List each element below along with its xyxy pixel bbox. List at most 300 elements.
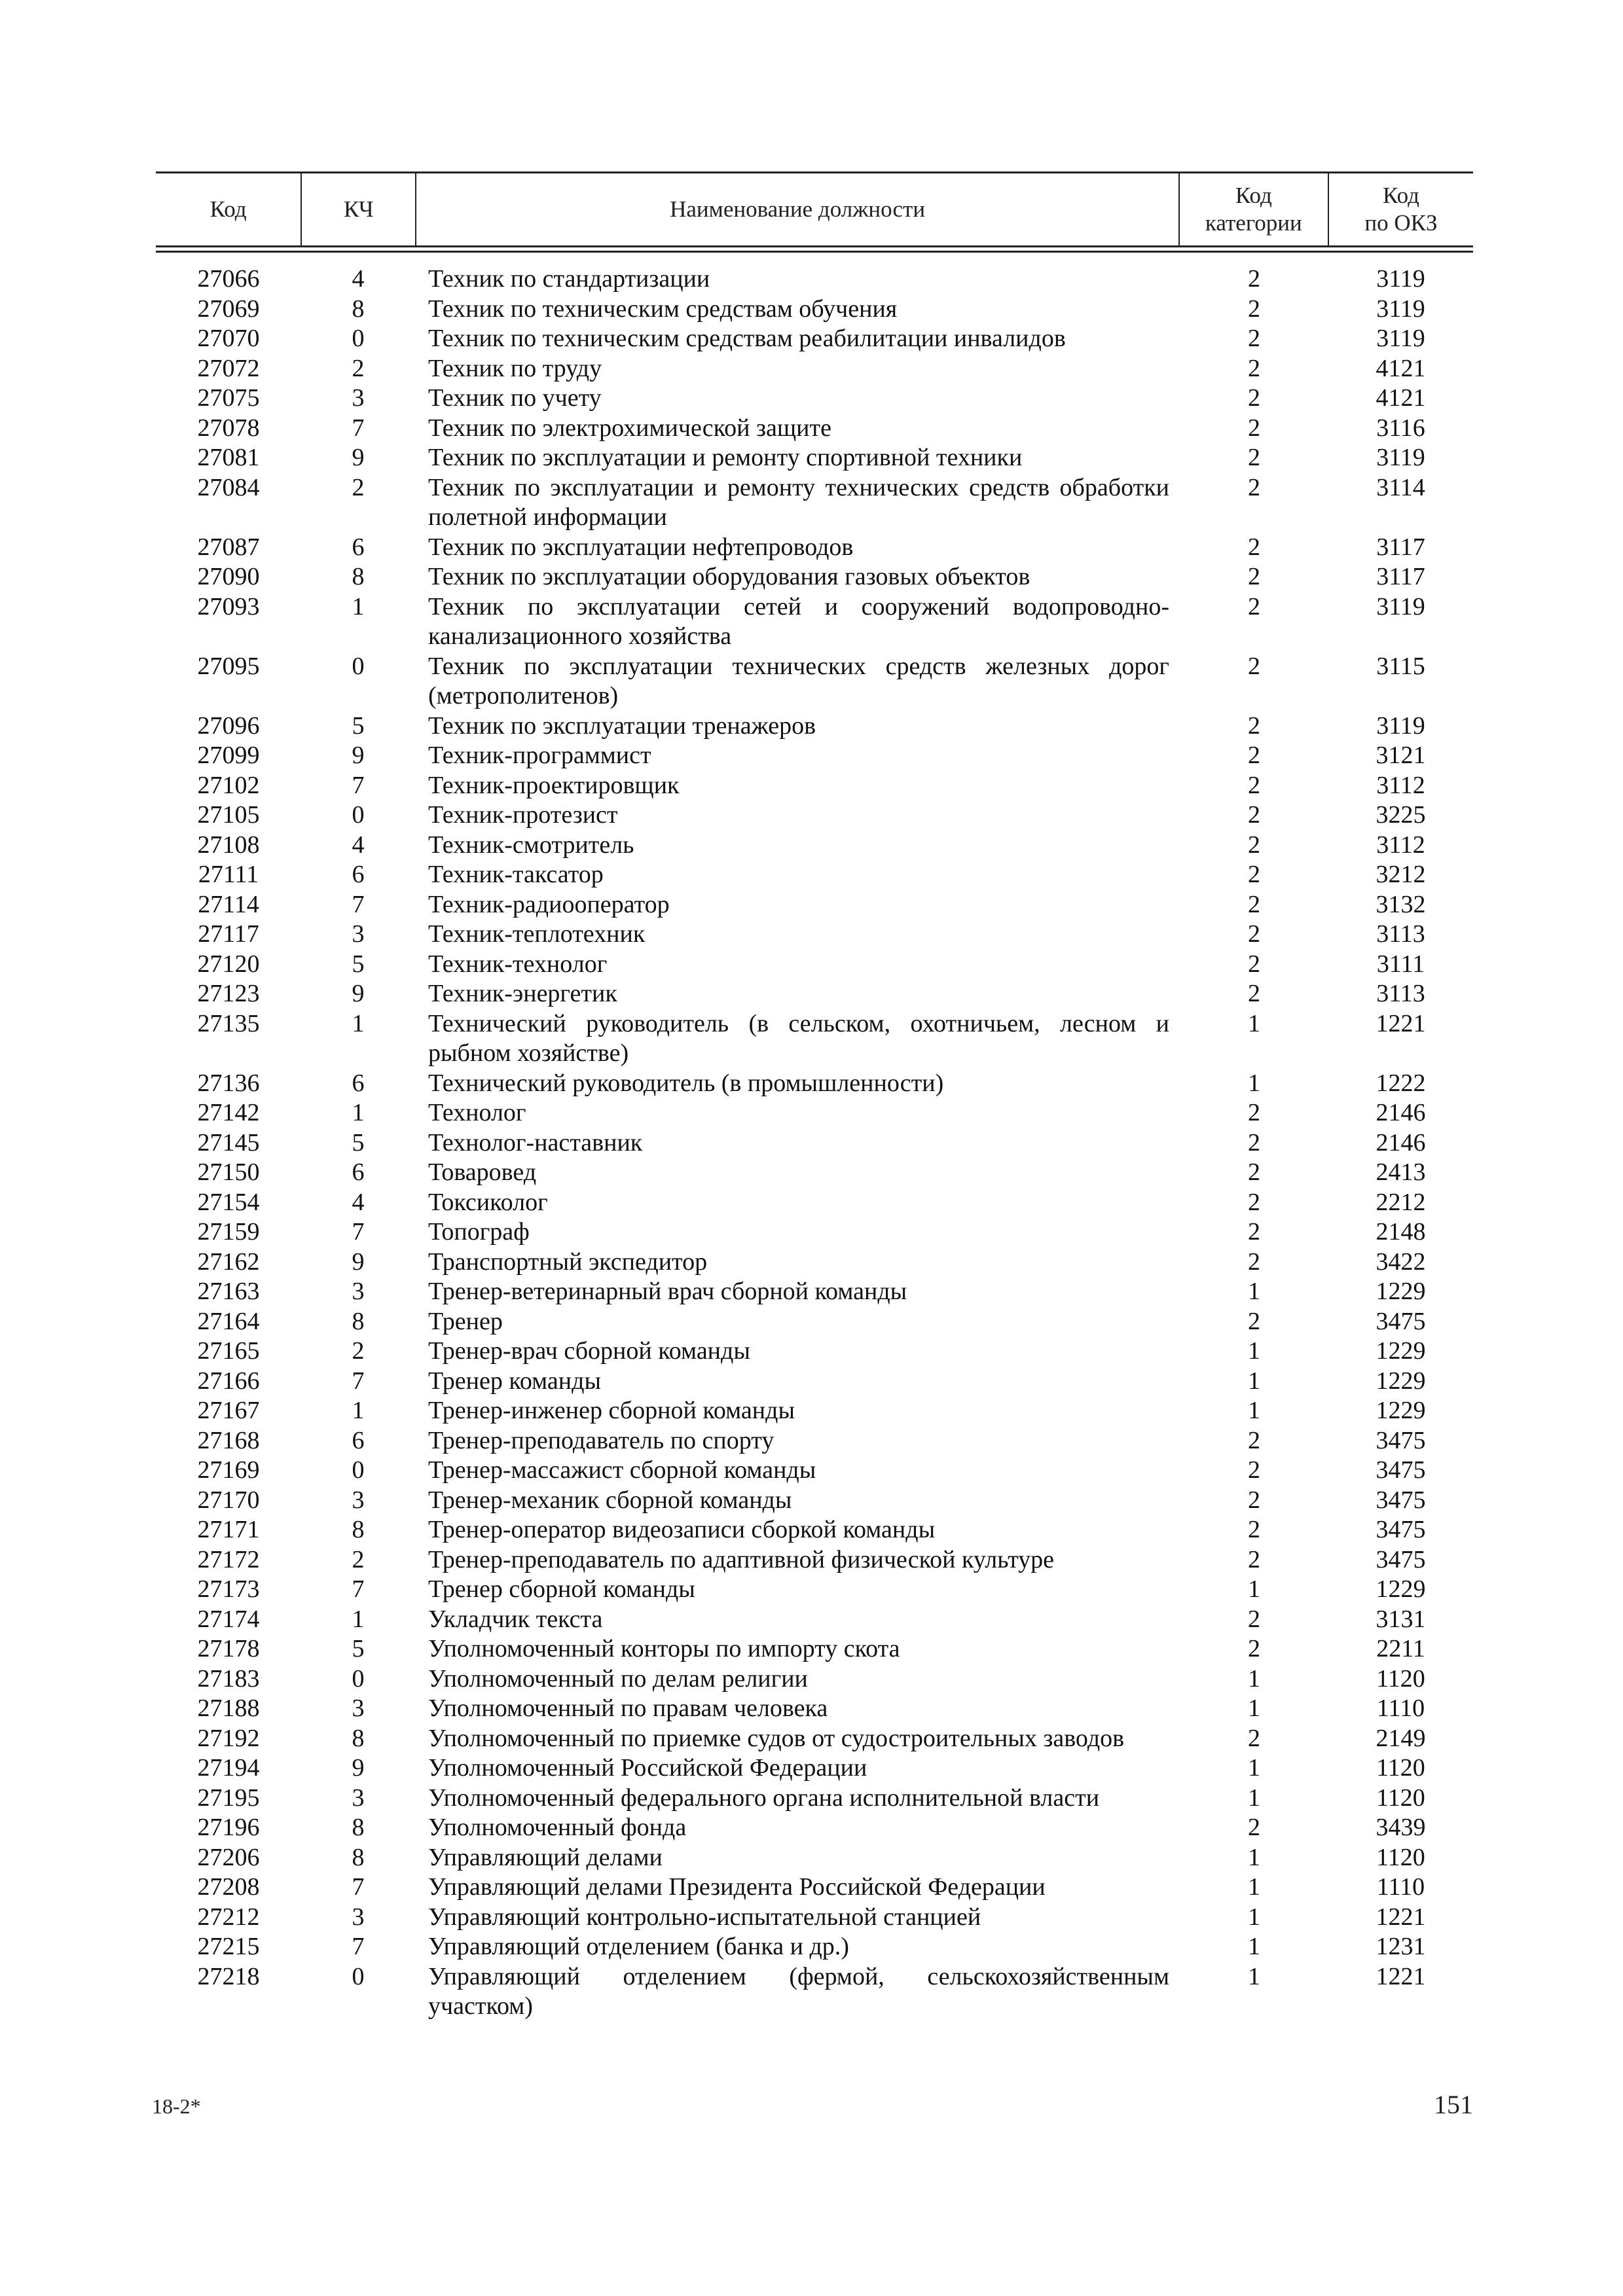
row-name: Техник-протезист [428, 801, 618, 829]
header-category-line1: Код [1235, 183, 1272, 208]
row-okz: 3113 [1376, 920, 1425, 948]
row-category: 1 [1248, 1754, 1260, 1782]
row-name: Уполномоченный конторы по импорту скота [428, 1635, 900, 1662]
row-name: Техник-таксатор [428, 861, 604, 888]
row-name: Техник по эксплуатации тренажеров [428, 711, 816, 740]
table-row [156, 295, 1473, 325]
row-name: Управляющий делами Президента Российской Федерации [428, 1873, 1046, 1901]
row-kch: 1 [352, 1099, 365, 1126]
row-name: Техник-энергетик [428, 980, 617, 1007]
header-okz [1329, 173, 1473, 245]
row-code: 27078 [197, 414, 260, 442]
table-row [156, 443, 1473, 473]
row-okz: 1120 [1376, 1754, 1425, 1782]
row-code: 27169 [197, 1456, 260, 1484]
row-category: 1 [1248, 1278, 1260, 1305]
row-kch: 3 [352, 384, 365, 412]
row-category: 2 [1248, 1128, 1260, 1157]
row-code: 27090 [197, 563, 260, 590]
page-number: 151 [1434, 2090, 1473, 2119]
row-category: 2 [1248, 920, 1260, 948]
row-code: 27172 [197, 1545, 260, 1573]
header-category [1180, 173, 1329, 245]
table-row [156, 1873, 1473, 1903]
row-category: 1 [1248, 1664, 1260, 1693]
table-row [156, 831, 1473, 861]
row-kch: 3 [352, 1903, 365, 1931]
row-category: 2 [1248, 1486, 1260, 1514]
row-okz: 4121 [1376, 384, 1426, 412]
row-okz: 1229 [1376, 1397, 1426, 1424]
table-row [156, 264, 1473, 295]
row-name: Уполномоченный по приемке судов от судостроительных заводов [428, 1724, 1125, 1752]
row-code: 27218 [197, 1962, 260, 1990]
table-row [156, 1545, 1473, 1575]
row-category: 2 [1248, 1545, 1260, 1573]
table-row [156, 1396, 1473, 1426]
row-kch: 4 [352, 1188, 365, 1216]
row-name: Техник по техническим средствам обучения [428, 295, 898, 323]
row-category: 2 [1248, 473, 1260, 501]
row-name: Топограф [428, 1218, 530, 1246]
table-header [156, 171, 1473, 245]
row-kch: 9 [352, 980, 365, 1007]
row-okz: 2146 [1376, 1099, 1426, 1126]
table-row [156, 1962, 1473, 2022]
row-okz: 1110 [1376, 1873, 1425, 1901]
row-category: 1 [1248, 1843, 1260, 1871]
row-code: 27117 [198, 920, 259, 948]
row-code: 27102 [197, 771, 260, 799]
row-code: 27111 [198, 861, 259, 888]
row-okz: 1229 [1376, 1575, 1426, 1603]
row-okz: 1120 [1376, 1784, 1425, 1812]
row-kch: 7 [352, 890, 365, 918]
row-code: 27066 [197, 265, 260, 293]
row-kch: 1 [352, 592, 365, 620]
row-kch: 7 [352, 414, 365, 442]
row-name: Техник по эксплуатации нефтепроводов [428, 533, 854, 561]
row-kch: 1 [352, 1397, 365, 1424]
row-code: 27159 [197, 1218, 260, 1246]
row-category: 2 [1248, 1814, 1260, 1841]
row-okz: 3475 [1376, 1456, 1426, 1484]
row-name: Техник по учету [428, 384, 602, 412]
row-name: Уполномоченный фонда [428, 1814, 687, 1841]
row-kch: 0 [352, 652, 365, 680]
table-body [156, 264, 1473, 2022]
row-code: 27145 [197, 1128, 260, 1157]
row-code: 27108 [197, 831, 260, 859]
row-category: 2 [1248, 742, 1260, 769]
table-row [156, 473, 1473, 533]
row-code: 27188 [197, 1695, 260, 1722]
row-name: Технический руководитель (в промышленности) [428, 1069, 944, 1097]
row-code: 27194 [197, 1754, 260, 1782]
table-row [156, 711, 1473, 742]
table-row [156, 741, 1473, 771]
header-okz-line1: Код [1382, 183, 1419, 208]
row-name: Техник по эксплуатации и ремонту спортивной техники [428, 444, 1023, 471]
footer-signature: 18-2* [152, 2094, 201, 2118]
header-rule [156, 245, 1473, 247]
row-kch: 7 [352, 1218, 365, 1246]
row-kch: 8 [352, 1724, 365, 1752]
row-kch: 6 [352, 1158, 365, 1186]
row-okz: 3439 [1376, 1814, 1426, 1841]
row-okz: 2149 [1376, 1724, 1426, 1752]
row-okz: 1221 [1376, 1962, 1426, 1990]
row-okz: 3113 [1376, 980, 1425, 1007]
row-code: 27206 [197, 1843, 260, 1871]
row-okz: 2146 [1376, 1128, 1426, 1157]
row-kch: 2 [352, 354, 365, 382]
row-code: 27142 [197, 1099, 260, 1126]
row-code: 27173 [197, 1575, 260, 1603]
header-category-line2: категории [1205, 210, 1302, 236]
row-category: 2 [1248, 592, 1260, 620]
table-row [156, 1784, 1473, 1814]
row-kch: 6 [352, 1069, 365, 1097]
row-code: 27120 [197, 950, 260, 978]
table-row [156, 354, 1473, 384]
row-name: Управляющий контрольно-испытательной станцией [428, 1903, 981, 1931]
row-category: 1 [1248, 1397, 1260, 1424]
row-kch: 6 [352, 533, 365, 561]
row-code: 27208 [197, 1873, 260, 1901]
table-row [156, 1367, 1473, 1397]
row-okz: 1229 [1376, 1278, 1426, 1305]
row-name: Управляющий отделением (фермой, сельскохозяйственным участком) [428, 1962, 1169, 2020]
row-code: 27099 [197, 742, 260, 769]
header-rule-double [156, 251, 1473, 253]
row-okz: 2212 [1376, 1188, 1426, 1216]
table-row [156, 1515, 1473, 1545]
row-category: 1 [1248, 1962, 1260, 1990]
row-okz: 1110 [1376, 1695, 1425, 1722]
row-name: Управляющий делами [428, 1843, 663, 1871]
row-name: Тренер-оператор видеозаписи сборкой команды [428, 1516, 936, 1543]
row-category: 1 [1248, 1784, 1260, 1812]
table-row [156, 652, 1473, 711]
table-row [156, 1188, 1473, 1218]
row-name: Уполномоченный по правам человека [428, 1695, 828, 1722]
row-category: 2 [1248, 1426, 1260, 1454]
row-kch: 5 [352, 950, 365, 978]
row-category: 2 [1248, 890, 1260, 918]
table-row [156, 562, 1473, 592]
row-name: Тренер-врач сборной команды [428, 1337, 750, 1365]
row-code: 27178 [197, 1635, 260, 1662]
row-okz: 3475 [1376, 1516, 1426, 1543]
row-kch: 4 [352, 831, 365, 859]
row-code: 27135 [197, 1009, 260, 1037]
row-okz: 1120 [1376, 1843, 1425, 1871]
row-code: 27081 [197, 444, 260, 471]
row-code: 27215 [197, 1933, 260, 1960]
row-okz: 3111 [1376, 950, 1425, 978]
row-kch: 7 [352, 1933, 365, 1960]
row-okz: 2211 [1376, 1635, 1425, 1662]
row-okz: 4121 [1376, 354, 1426, 382]
row-okz: 3225 [1376, 801, 1426, 829]
row-name: Технолог [428, 1099, 526, 1126]
row-kch: 5 [352, 1635, 365, 1662]
table-row [156, 950, 1473, 980]
row-category: 2 [1248, 1456, 1260, 1484]
row-category: 2 [1248, 1218, 1260, 1246]
row-kch: 0 [352, 1664, 365, 1693]
row-category: 2 [1248, 563, 1260, 590]
row-name: Тренер-инженер сборной команды [428, 1397, 795, 1424]
row-kch: 6 [352, 861, 365, 888]
row-okz: 1229 [1376, 1367, 1426, 1395]
table-row [156, 1456, 1473, 1486]
row-kch: 8 [352, 563, 365, 590]
row-category: 2 [1248, 1635, 1260, 1662]
row-code: 27171 [197, 1516, 260, 1543]
row-name: Тренер сборной команды [428, 1575, 695, 1603]
table-row [156, 1634, 1473, 1664]
row-name: Техник-технолог [428, 950, 608, 978]
row-name: Технолог-наставник [428, 1128, 643, 1157]
table-row [156, 324, 1473, 354]
row-okz: 3119 [1376, 711, 1425, 740]
row-kch: 9 [352, 742, 365, 769]
row-name: Техник-радиооператор [428, 890, 670, 918]
table-row [156, 1694, 1473, 1724]
row-name: Тренер-массажист сборной команды [428, 1456, 816, 1484]
table-row [156, 1336, 1473, 1367]
row-kch: 3 [352, 1278, 365, 1305]
row-kch: 9 [352, 1754, 365, 1782]
row-category: 2 [1248, 1307, 1260, 1335]
row-name: Управляющий отделением (банка и др.) [428, 1933, 849, 1960]
row-category: 2 [1248, 1158, 1260, 1186]
table-row [156, 920, 1473, 950]
row-category: 1 [1248, 1069, 1260, 1097]
row-name: Товаровед [428, 1158, 537, 1186]
row-okz: 1221 [1376, 1009, 1426, 1037]
row-okz: 3422 [1376, 1247, 1426, 1276]
row-category: 1 [1248, 1009, 1260, 1037]
row-kch: 8 [352, 1307, 365, 1335]
row-kch: 8 [352, 1516, 365, 1543]
table-row [156, 1247, 1473, 1278]
row-kch: 3 [352, 1784, 365, 1812]
row-name: Уполномоченный федерального органа исполнительной власти [428, 1784, 1100, 1812]
table-row [156, 1426, 1473, 1456]
row-category: 2 [1248, 861, 1260, 888]
row-name: Токсиколог [428, 1188, 548, 1216]
row-name: Техник-теплотехник [428, 920, 646, 948]
header-okz-line2: по ОКЗ [1364, 210, 1438, 236]
row-kch: 0 [352, 801, 365, 829]
row-okz: 2148 [1376, 1218, 1426, 1246]
row-name: Транспортный экспедитор [428, 1247, 708, 1276]
row-okz: 3475 [1376, 1545, 1426, 1573]
table-row [156, 860, 1473, 890]
row-name: Тренер [428, 1307, 503, 1335]
row-kch: 0 [352, 1962, 365, 1990]
row-code: 27114 [198, 890, 259, 918]
table-row [156, 1217, 1473, 1247]
row-okz: 3132 [1376, 890, 1426, 918]
row-category: 2 [1248, 1516, 1260, 1543]
row-okz: 1120 [1376, 1664, 1425, 1693]
row-category: 1 [1248, 1933, 1260, 1960]
header-code: Код [156, 173, 302, 245]
row-kch: 8 [352, 1814, 365, 1841]
row-code: 27084 [197, 473, 260, 501]
table-row [156, 1813, 1473, 1843]
row-category: 2 [1248, 384, 1260, 412]
row-name: Техник по эксплуатации технических средств железных дорог (метрополитенов) [428, 652, 1169, 709]
table-row [156, 979, 1473, 1009]
table-row [156, 1932, 1473, 1962]
row-okz: 3119 [1376, 295, 1425, 323]
row-category: 2 [1248, 533, 1260, 561]
row-name: Технический руководитель (в сельском, охотничьем, лесном и рыбном хозяйстве) [428, 1009, 1169, 1067]
row-kch: 0 [352, 1456, 365, 1484]
row-code: 27170 [197, 1486, 260, 1514]
row-kch: 3 [352, 920, 365, 948]
row-name: Уполномоченный Российской Федерации [428, 1754, 867, 1782]
header-name: Наименование должности [416, 173, 1179, 245]
row-okz: 3475 [1376, 1426, 1426, 1454]
row-name: Укладчик текста [428, 1605, 603, 1633]
row-okz: 3112 [1376, 831, 1425, 859]
table-row [156, 1277, 1473, 1307]
row-name: Техник по эксплуатации и ремонту технических средств обработки полетной информации [428, 473, 1169, 531]
row-code: 27136 [197, 1069, 260, 1097]
row-okz: 3114 [1376, 473, 1425, 501]
row-okz: 3115 [1376, 652, 1425, 680]
row-code: 27070 [197, 325, 260, 352]
table-row [156, 1575, 1473, 1605]
row-category: 2 [1248, 801, 1260, 829]
row-category: 2 [1248, 295, 1260, 323]
row-okz: 3116 [1376, 414, 1425, 442]
row-category: 2 [1248, 950, 1260, 978]
header-kch: КЧ [302, 173, 416, 245]
row-code: 27168 [197, 1426, 260, 1454]
row-okz: 1221 [1376, 1903, 1426, 1931]
table-row [156, 1098, 1473, 1128]
row-code: 27096 [197, 711, 260, 740]
row-kch: 1 [352, 1009, 365, 1037]
row-kch: 7 [352, 771, 365, 799]
row-code: 27165 [197, 1337, 260, 1365]
row-category: 2 [1248, 354, 1260, 382]
row-kch: 6 [352, 1426, 365, 1454]
table-row [156, 533, 1473, 563]
row-code: 27174 [197, 1605, 260, 1633]
row-kch: 8 [352, 1843, 365, 1871]
row-code: 27167 [197, 1397, 260, 1424]
table-row [156, 1843, 1473, 1873]
row-name: Техник-смотритель [428, 831, 634, 859]
row-code: 27105 [197, 801, 260, 829]
row-name: Тренер-ветеринарный врач сборной команды [428, 1278, 907, 1305]
row-category: 2 [1248, 1099, 1260, 1126]
table-row [156, 1128, 1473, 1158]
row-name: Техник по труду [428, 354, 602, 382]
row-okz: 3112 [1376, 771, 1425, 799]
row-name: Техник по электрохимической защите [428, 414, 831, 442]
table-row [156, 1724, 1473, 1754]
row-okz: 1222 [1376, 1069, 1426, 1097]
row-code: 27212 [197, 1903, 260, 1931]
table-row [156, 1009, 1473, 1069]
row-code: 27192 [197, 1724, 260, 1752]
table-row [156, 1753, 1473, 1784]
table-row [156, 414, 1473, 444]
row-code: 27095 [197, 652, 260, 680]
row-code: 27196 [197, 1814, 260, 1841]
row-name: Техник по эксплуатации сетей и сооружений водопроводно-канализационного хозяйства [428, 592, 1169, 650]
row-category: 1 [1248, 1575, 1260, 1603]
row-okz: 3119 [1376, 444, 1425, 471]
row-category: 2 [1248, 265, 1260, 293]
row-name: Тренер-механик сборной команды [428, 1486, 792, 1514]
row-kch: 8 [352, 295, 365, 323]
row-category: 2 [1248, 1605, 1260, 1633]
row-name: Тренер-преподаватель по спорту [428, 1426, 775, 1454]
row-okz: 3119 [1376, 592, 1425, 620]
table-row [156, 592, 1473, 652]
row-category: 2 [1248, 711, 1260, 740]
row-code: 27183 [197, 1664, 260, 1693]
row-name: Техник по эксплуатации оборудования газовых объектов [428, 563, 1030, 590]
row-category: 2 [1248, 444, 1260, 471]
row-category: 2 [1248, 1724, 1260, 1752]
row-kch: 1 [352, 1605, 365, 1633]
row-category: 2 [1248, 325, 1260, 352]
table-row [156, 890, 1473, 920]
row-okz: 3119 [1376, 265, 1425, 293]
row-kch: 7 [352, 1873, 365, 1901]
table-row [156, 1307, 1473, 1337]
table-row [156, 800, 1473, 831]
row-category: 2 [1248, 414, 1260, 442]
table-row [156, 1903, 1473, 1933]
row-category: 2 [1248, 1247, 1260, 1276]
table-row [156, 1158, 1473, 1188]
row-name: Техник-проектировщик [428, 771, 680, 799]
row-code: 27093 [197, 592, 260, 620]
row-kch: 3 [352, 1695, 365, 1722]
row-kch: 5 [352, 1128, 365, 1157]
row-code: 27087 [197, 533, 260, 561]
row-okz: 3131 [1376, 1605, 1426, 1633]
row-kch: 3 [352, 1486, 365, 1514]
row-category: 1 [1248, 1873, 1260, 1901]
table-row [156, 1605, 1473, 1635]
table-row [156, 1069, 1473, 1099]
row-kch: 7 [352, 1575, 365, 1603]
row-kch: 2 [352, 1337, 365, 1365]
row-code: 27123 [197, 980, 260, 1007]
row-category: 2 [1248, 980, 1260, 1007]
table-row [156, 1664, 1473, 1695]
row-okz: 1229 [1376, 1337, 1426, 1365]
row-code: 27164 [197, 1307, 260, 1335]
row-name: Техник по техническим средствам реабилитации инвалидов [428, 325, 1066, 352]
row-code: 27162 [197, 1247, 260, 1276]
row-okz: 3475 [1376, 1307, 1426, 1335]
row-code: 27195 [197, 1784, 260, 1812]
